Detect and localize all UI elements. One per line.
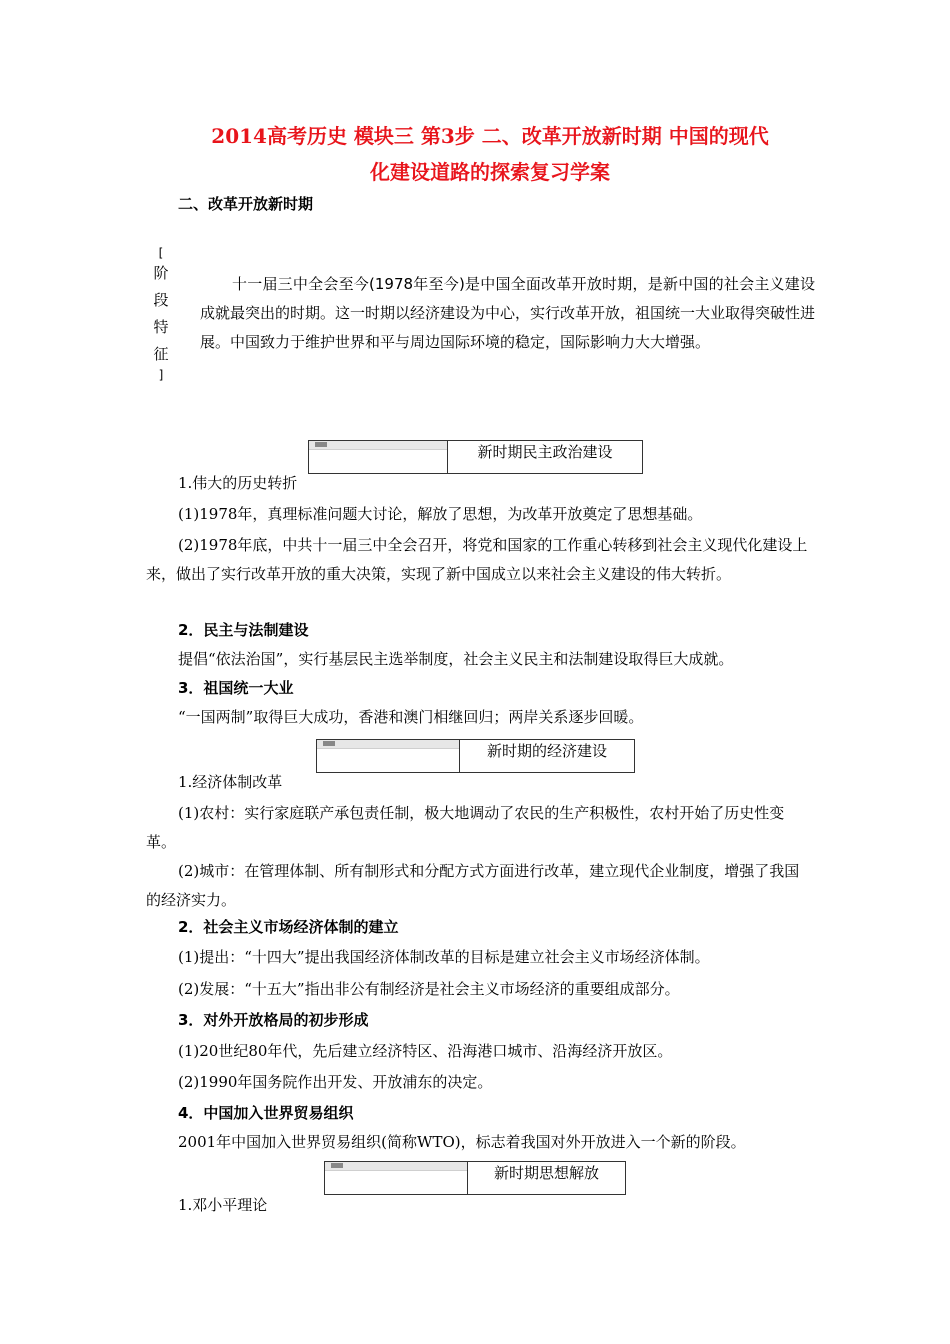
topic-box-economy xyxy=(316,739,635,773)
topic-box-tab xyxy=(309,441,448,473)
topic-box-tab xyxy=(325,1162,468,1194)
economy-para-5: (1)20世纪80年代，先后建立经济特区、沿海港口城市、沿海经济开放区。 xyxy=(178,1042,673,1060)
topic-box-label: 新时期的经济建设 xyxy=(486,742,607,760)
economy-heading-2: 2．社会主义市场经济体制的建立 xyxy=(178,918,399,936)
stage-label xyxy=(150,246,172,382)
topic-box-label: 新时期民主政治建设 xyxy=(477,443,613,461)
economy-heading-1: 1.经济体制改革 xyxy=(178,773,283,791)
economy-para-1: (1)农村：实行家庭联产承包责任制，极大地调动了农民的生产积极性，农村开始了历史性变革。 xyxy=(146,804,785,851)
tab-strip xyxy=(317,740,459,749)
economy-para-4: (2)发展：“十五大”指出非公有制经济是社会主义市场经济的重要组成部分。 xyxy=(178,980,680,998)
topic-box-tab xyxy=(317,740,460,772)
stage-description: 十一届三中全会至今(1978年至今)是中国全面改革开放时期，是新中国的社会主义建设成就最突出的时期。这一时期以经济建设为中心，实行改革开放，祖国统一大业取得突破性进展。中国致力于维护世界和平与周边国际环境的稳定，国际影响力大大增强。 xyxy=(200,275,816,351)
politics-heading-1: 1.伟大的历史转折 xyxy=(178,474,298,492)
politics-para-1: (1)1978年，真理标准问题大讨论，解放了思想，为改革开放奠定了思想基础。 xyxy=(178,505,703,523)
stage-label-char: 征 xyxy=(153,345,169,363)
stage-label-char: 段 xyxy=(153,291,169,309)
economy-heading-4: 4．中国加入世界贸易组织 xyxy=(178,1104,354,1122)
economy-para-6: (2)1990年国务院作出开发、开放浦东的决定。 xyxy=(178,1073,493,1091)
politics-para-3: 提倡“依法治国”，实行基层民主选举制度，社会主义民主和法制建设取得巨大成就。 xyxy=(178,650,734,668)
tab-marker-icon xyxy=(331,1163,343,1168)
economy-para-3: (1)提出：“十四大”提出我国经济体制改革的目标是建立社会主义市场经济体制。 xyxy=(178,948,710,966)
economy-para-2: (2)城市：在管理体制、所有制形式和分配方式方面进行改革，建立现代企业制度，增强了我国的经济实力。 xyxy=(146,862,800,909)
stage-label-char: 特 xyxy=(153,318,169,336)
document-title-line-1: 2014高考历史 模块三 第3步 二、改革开放新时期 中国的现代 xyxy=(211,124,769,148)
stage-label-open: [ xyxy=(158,246,164,260)
stage-label-close: ] xyxy=(158,368,164,382)
stage-label-char: 阶 xyxy=(153,264,169,282)
tab-marker-icon xyxy=(315,442,327,447)
politics-heading-3: 3．祖国统一大业 xyxy=(178,679,294,697)
tab-strip xyxy=(309,441,447,450)
politics-para-2: (2)1978年底，中共十一届三中全会召开，将党和国家的工作重心转移到社会主义现代化建设上来，做出了实行改革开放的重大决策，实现了新中国成立以来社会主义建设的伟大转折。 xyxy=(146,536,808,583)
section-heading: 二、改革开放新时期 xyxy=(178,195,314,213)
thought-heading-1: 1.邓小平理论 xyxy=(178,1196,268,1214)
tab-strip xyxy=(325,1162,467,1171)
economy-para-7: 2001年中国加入世界贸易组织(简称WTO)，标志着我国对外开放进入一个新的阶段。 xyxy=(178,1133,746,1151)
tab-marker-icon xyxy=(323,741,335,746)
politics-heading-2: 2．民主与法制建设 xyxy=(178,621,309,639)
document-title-line-2: 化建设道路的探索复习学案 xyxy=(370,160,610,184)
topic-box-label: 新时期思想解放 xyxy=(493,1164,599,1182)
topic-box-politics xyxy=(308,440,643,474)
topic-box-thought xyxy=(324,1161,626,1195)
politics-para-4: “一国两制”取得巨大成功，香港和澳门相继回归；两岸关系逐步回暖。 xyxy=(178,708,644,726)
economy-heading-3: 3．对外开放格局的初步形成 xyxy=(178,1011,369,1029)
